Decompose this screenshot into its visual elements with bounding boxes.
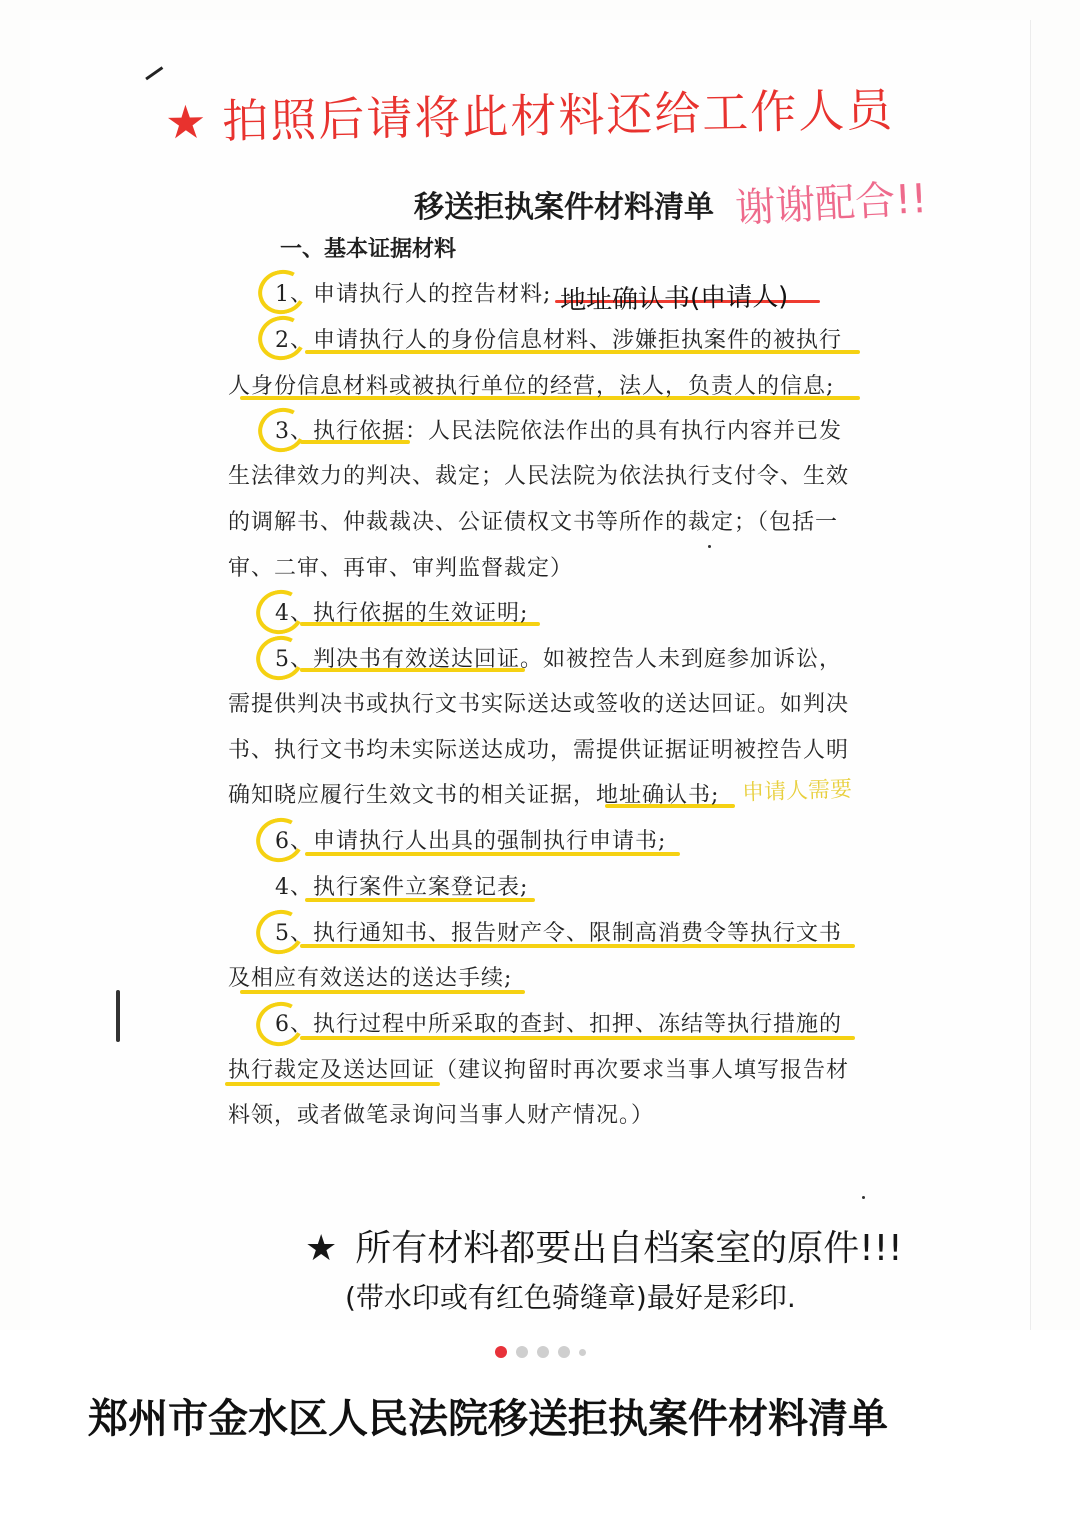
doc-line: 6、执行过程中所采取的查封、扣押、冻结等执行措施的 [275, 1012, 842, 1037]
handwritten-thanks-note: 谢谢配合!! [734, 176, 929, 232]
doc-line: 料领，或者做笔录询问当事人财产情况。） [228, 1103, 655, 1128]
doc-line: 的调解书、仲裁裁决、公证债权文书等所作的裁定；（包括一 [228, 510, 839, 535]
black-star-icon: ★ [305, 1228, 338, 1269]
doc-line: 生法律效力的判决、裁定；人民法院为依法执行支付令、生效 [228, 464, 850, 489]
carousel-dot[interactable] [516, 1346, 528, 1358]
doc-line: 5、执行通知书、报告财产令、限制高消费令等执行文书 [275, 921, 842, 946]
carousel-dot[interactable] [537, 1346, 549, 1358]
doc-line: 确知晓应履行生效文书的相关证据，地址确认书; [228, 783, 720, 808]
doc-line: 人身份信息材料或被执行单位的经营，法人，负责人的信息; [228, 374, 835, 399]
doc-line: 书、执行文书均未实际送达成功，需提供证据证明被控告人明 [228, 738, 850, 763]
doc-line: 1、申请执行人的控告材料; [275, 282, 552, 307]
section-heading: 一、基本证据材料 [280, 236, 457, 262]
handwritten-yellow-note: 申请人需要 [741, 777, 853, 806]
red-note-text: 拍照后请将此材料还给工作人员 [221, 82, 895, 149]
bottom-note-text: 所有材料都要出自档案室的原件!!! [355, 1228, 903, 1269]
doc-line: 6、申请执行人出具的强制执行申请书; [275, 829, 667, 854]
handwritten-address-confirm: 地址确认书(申请人) [559, 282, 789, 316]
doc-line: 4、执行案件立案登记表; [275, 875, 529, 900]
doc-line: 4、执行依据的生效证明; [275, 601, 529, 626]
ink-dot [862, 1196, 865, 1199]
handwritten-bottom-note-line1 [305, 1220, 903, 1271]
doc-line: 3、执行依据：人民法院依法作出的具有执行内容并已发 [275, 419, 842, 444]
doc-line: 执行裁定及送达回证（建议拘留时再次要求当事人填写报告材 [228, 1058, 850, 1083]
handwritten-red-note [164, 74, 894, 153]
red-star-icon: ★ [164, 94, 209, 150]
doc-line: 5、判决书有效送达回证。如被控告人未到庭参加诉讼， [275, 647, 842, 672]
pencil-mark [116, 990, 120, 1042]
doc-line: 2、申请执行人的身份信息材料、涉嫌拒执案件的被执行 [275, 328, 842, 353]
handwritten-bottom-note-line2: (带水印或有红色骑缝章)最好是彩印. [345, 1281, 796, 1314]
carousel-dot[interactable] [495, 1346, 507, 1358]
ink-dot [708, 545, 711, 548]
carousel-dot[interactable] [558, 1346, 570, 1358]
carousel-dot[interactable] [579, 1349, 586, 1356]
document-title: 移送拒执案件材料清单 [414, 190, 714, 225]
doc-line: 及相应有效送达的送达手续; [228, 966, 513, 991]
doc-line: 需提供判决书或执行文书实际送达或签收的送达回证。如判决 [228, 692, 850, 717]
doc-line: 审、二审、再审、审判监督裁定） [228, 556, 574, 581]
post-title: 郑州市金水区人民法院移送拒执案件材料清单 [88, 1396, 888, 1442]
carousel-indicator[interactable] [0, 1346, 1080, 1358]
